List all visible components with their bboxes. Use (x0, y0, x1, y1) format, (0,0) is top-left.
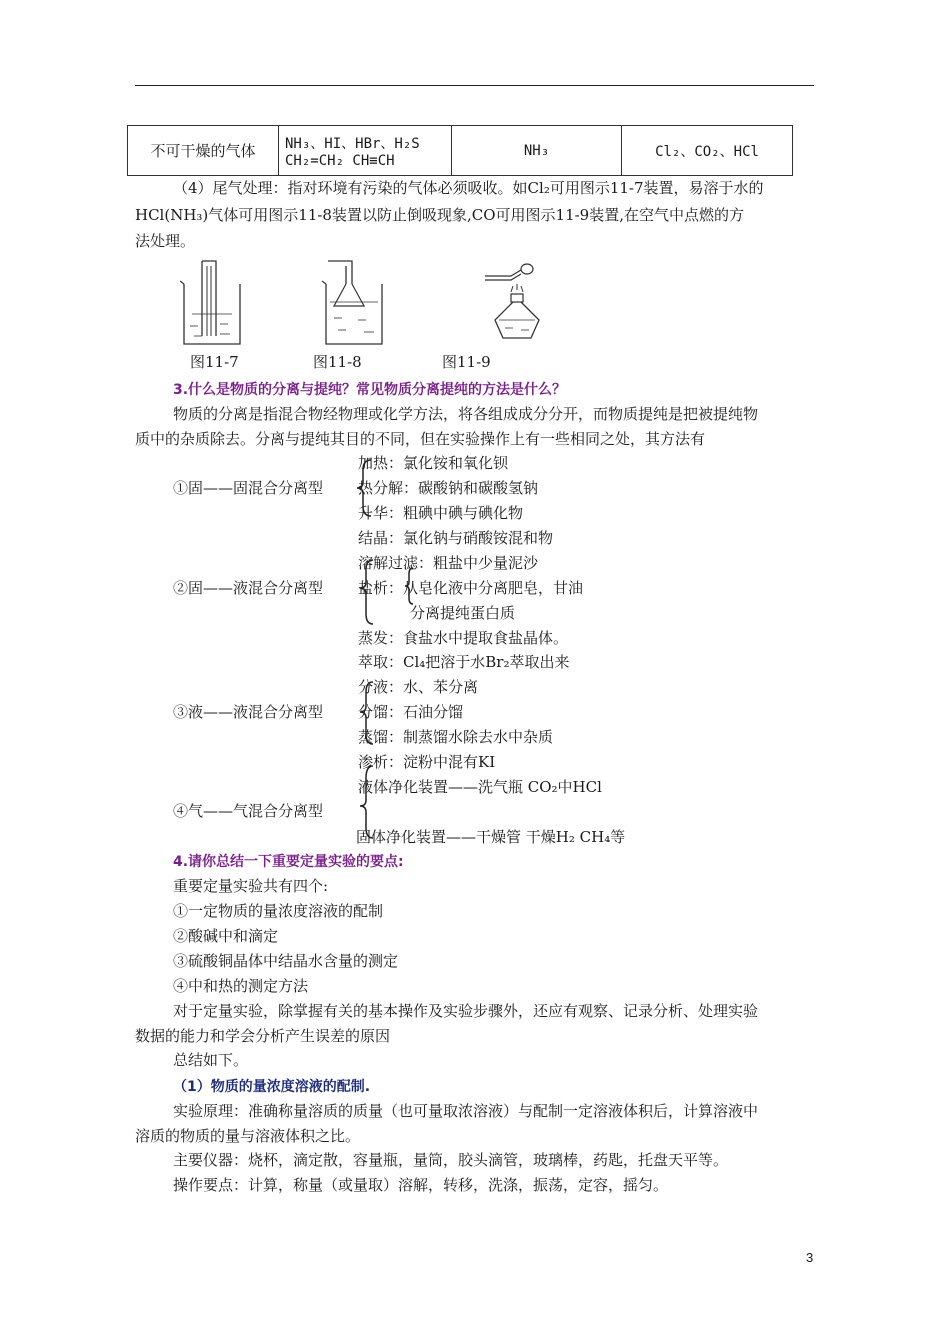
table-row (128, 126, 793, 176)
section-3-para-line2: 质中的杂质除去。分离与提纯其目的不同，但在实验操作上有一些相同之处，其方法有 (135, 430, 706, 448)
section-4-para-line1: 对于定量实验，除掌握有关的基本操作及实验步骤外，还应有观察、记录分析、处理实验 (173, 1002, 759, 1020)
subsection-1-heading: （1）物质的量浓度溶液的配制. (173, 1079, 371, 1095)
method-item: 加热：氯化铵和氧化钡 (358, 454, 509, 472)
method-item: 液体净化装置——洗气瓶 CO₂中HCl (358, 778, 602, 796)
method-type-gas-gas: ④气——气混合分离型 (173, 802, 324, 820)
table-cell-acid-gases: Cl₂、CO₂、HCl (622, 126, 793, 176)
method-item: 盐析：从皂化液中分离肥皂，甘油 (358, 579, 584, 597)
experiment-list-item: ②酸碱中和滴定 (173, 927, 279, 945)
principle-line2: 溶质的物质的量与溶液体积之比。 (135, 1127, 361, 1145)
section-4-heading: 4.请你总结一下重要定量实验的要点: (173, 854, 404, 870)
method-type-liquid-liquid: ③液——液混合分离型 (173, 703, 324, 721)
experiment-list-item: ①一定物质的量浓度溶液的配制 (173, 902, 384, 920)
method-type-solid-liquid: ②固——液混合分离型 (173, 579, 324, 597)
experiment-list-item: ③硫酸铜晶体中结晶水含量的测定 (173, 952, 399, 970)
experiment-list-item: ④中和热的测定方法 (173, 977, 309, 995)
table-cell-gases-line1: NH₃、HI、HBr、H₂S (285, 135, 420, 152)
section-4-summary: 总结如下。 (173, 1051, 249, 1069)
table-row-label: 不可干燥的气体 (128, 126, 279, 176)
grouping-braces (355, 456, 425, 841)
alcohol-lamp-figure (485, 256, 565, 348)
method-item: 固体净化装置——干燥管 干燥H₂ CH₄等 (356, 828, 626, 846)
table-cell-gases-line2: CH₂=CH₂ CH≡CH (285, 152, 395, 169)
method-item: 分液：水、苯分离 (358, 678, 479, 696)
method-item: 蒸发：食盐水中提取食盐晶体。 (358, 629, 569, 647)
method-item: 渗析：淀粉中混有KI (358, 753, 496, 771)
section-4-intro: 重要定量实验共有四个: (173, 877, 329, 895)
method-item: 分离提纯蛋白质 (410, 604, 516, 622)
drying-table (127, 125, 793, 176)
tail-gas-line1: （4）尾气处理：指对环境有污染的气体必须吸收。如Cl₂可用图示11-7装置，易溶于水的 (173, 179, 764, 197)
method-item: 溶解过滤：粗盐中少量泥沙 (358, 554, 539, 572)
method-type-solid-solid: ①固——固混合分离型 (173, 479, 324, 497)
method-item: 分馏：石油分馏 (358, 703, 464, 721)
section-3-heading: 3.什么是物质的分离与提纯？常见物质分离提纯的方法是什么？ (173, 382, 567, 398)
method-item: 萃取：Cl₄把溶于水Br₂萃取出来 (358, 653, 570, 671)
beaker-funnel-figure (320, 256, 390, 348)
method-item: 蒸馏：制蒸馏水除去水中杂质 (358, 728, 554, 746)
instruments-line: 主要仪器：烧杯，滴定散，容量瓶，量筒，胶头滴管，玻璃棒，药匙，托盘天平等。 (173, 1151, 729, 1169)
method-item: 热分解：碳酸钠和碳酸氢钠 (358, 479, 539, 497)
tail-gas-line2: HCl(NH₃)气体可用图示11-8装置以防止倒吸现象,CO可用图示11-9装置,在空气中点燃的方 (135, 206, 744, 224)
section-3-para-line1: 物质的分离是指混合物经物理或化学方法，将各组成成分分开，而物质提纯是把被提纯物 (173, 405, 759, 423)
section-4-para-line2: 数据的能力和学会分析产生误差的原因 (135, 1027, 391, 1045)
tail-gas-line3: 法处理。 (135, 232, 196, 250)
table-cell-nh3: NH₃ (452, 126, 622, 176)
table-cell-gases (279, 126, 452, 176)
figure-caption-11-9: 图11-9 (442, 353, 491, 371)
method-item: 升华：粗碘中碘与碘化物 (358, 504, 524, 522)
header-rule (135, 85, 814, 86)
method-item: 结晶：氯化钠与硝酸铵混和物 (358, 529, 554, 547)
beaker-tube-figure (180, 256, 250, 348)
figure-caption-11-8: 图11-8 (313, 353, 362, 371)
operations-line: 操作要点：计算，称量（或量取）溶解，转移，洗涤，振荡，定容，摇匀。 (173, 1176, 669, 1194)
figure-caption-11-7: 图11-7 (190, 353, 239, 371)
principle-line1: 实验原理：准确称量溶质的质量（也可量取浓溶液）与配制一定溶液体积后，计算溶液中 (173, 1102, 759, 1120)
page-number: 3 (806, 1250, 814, 1265)
